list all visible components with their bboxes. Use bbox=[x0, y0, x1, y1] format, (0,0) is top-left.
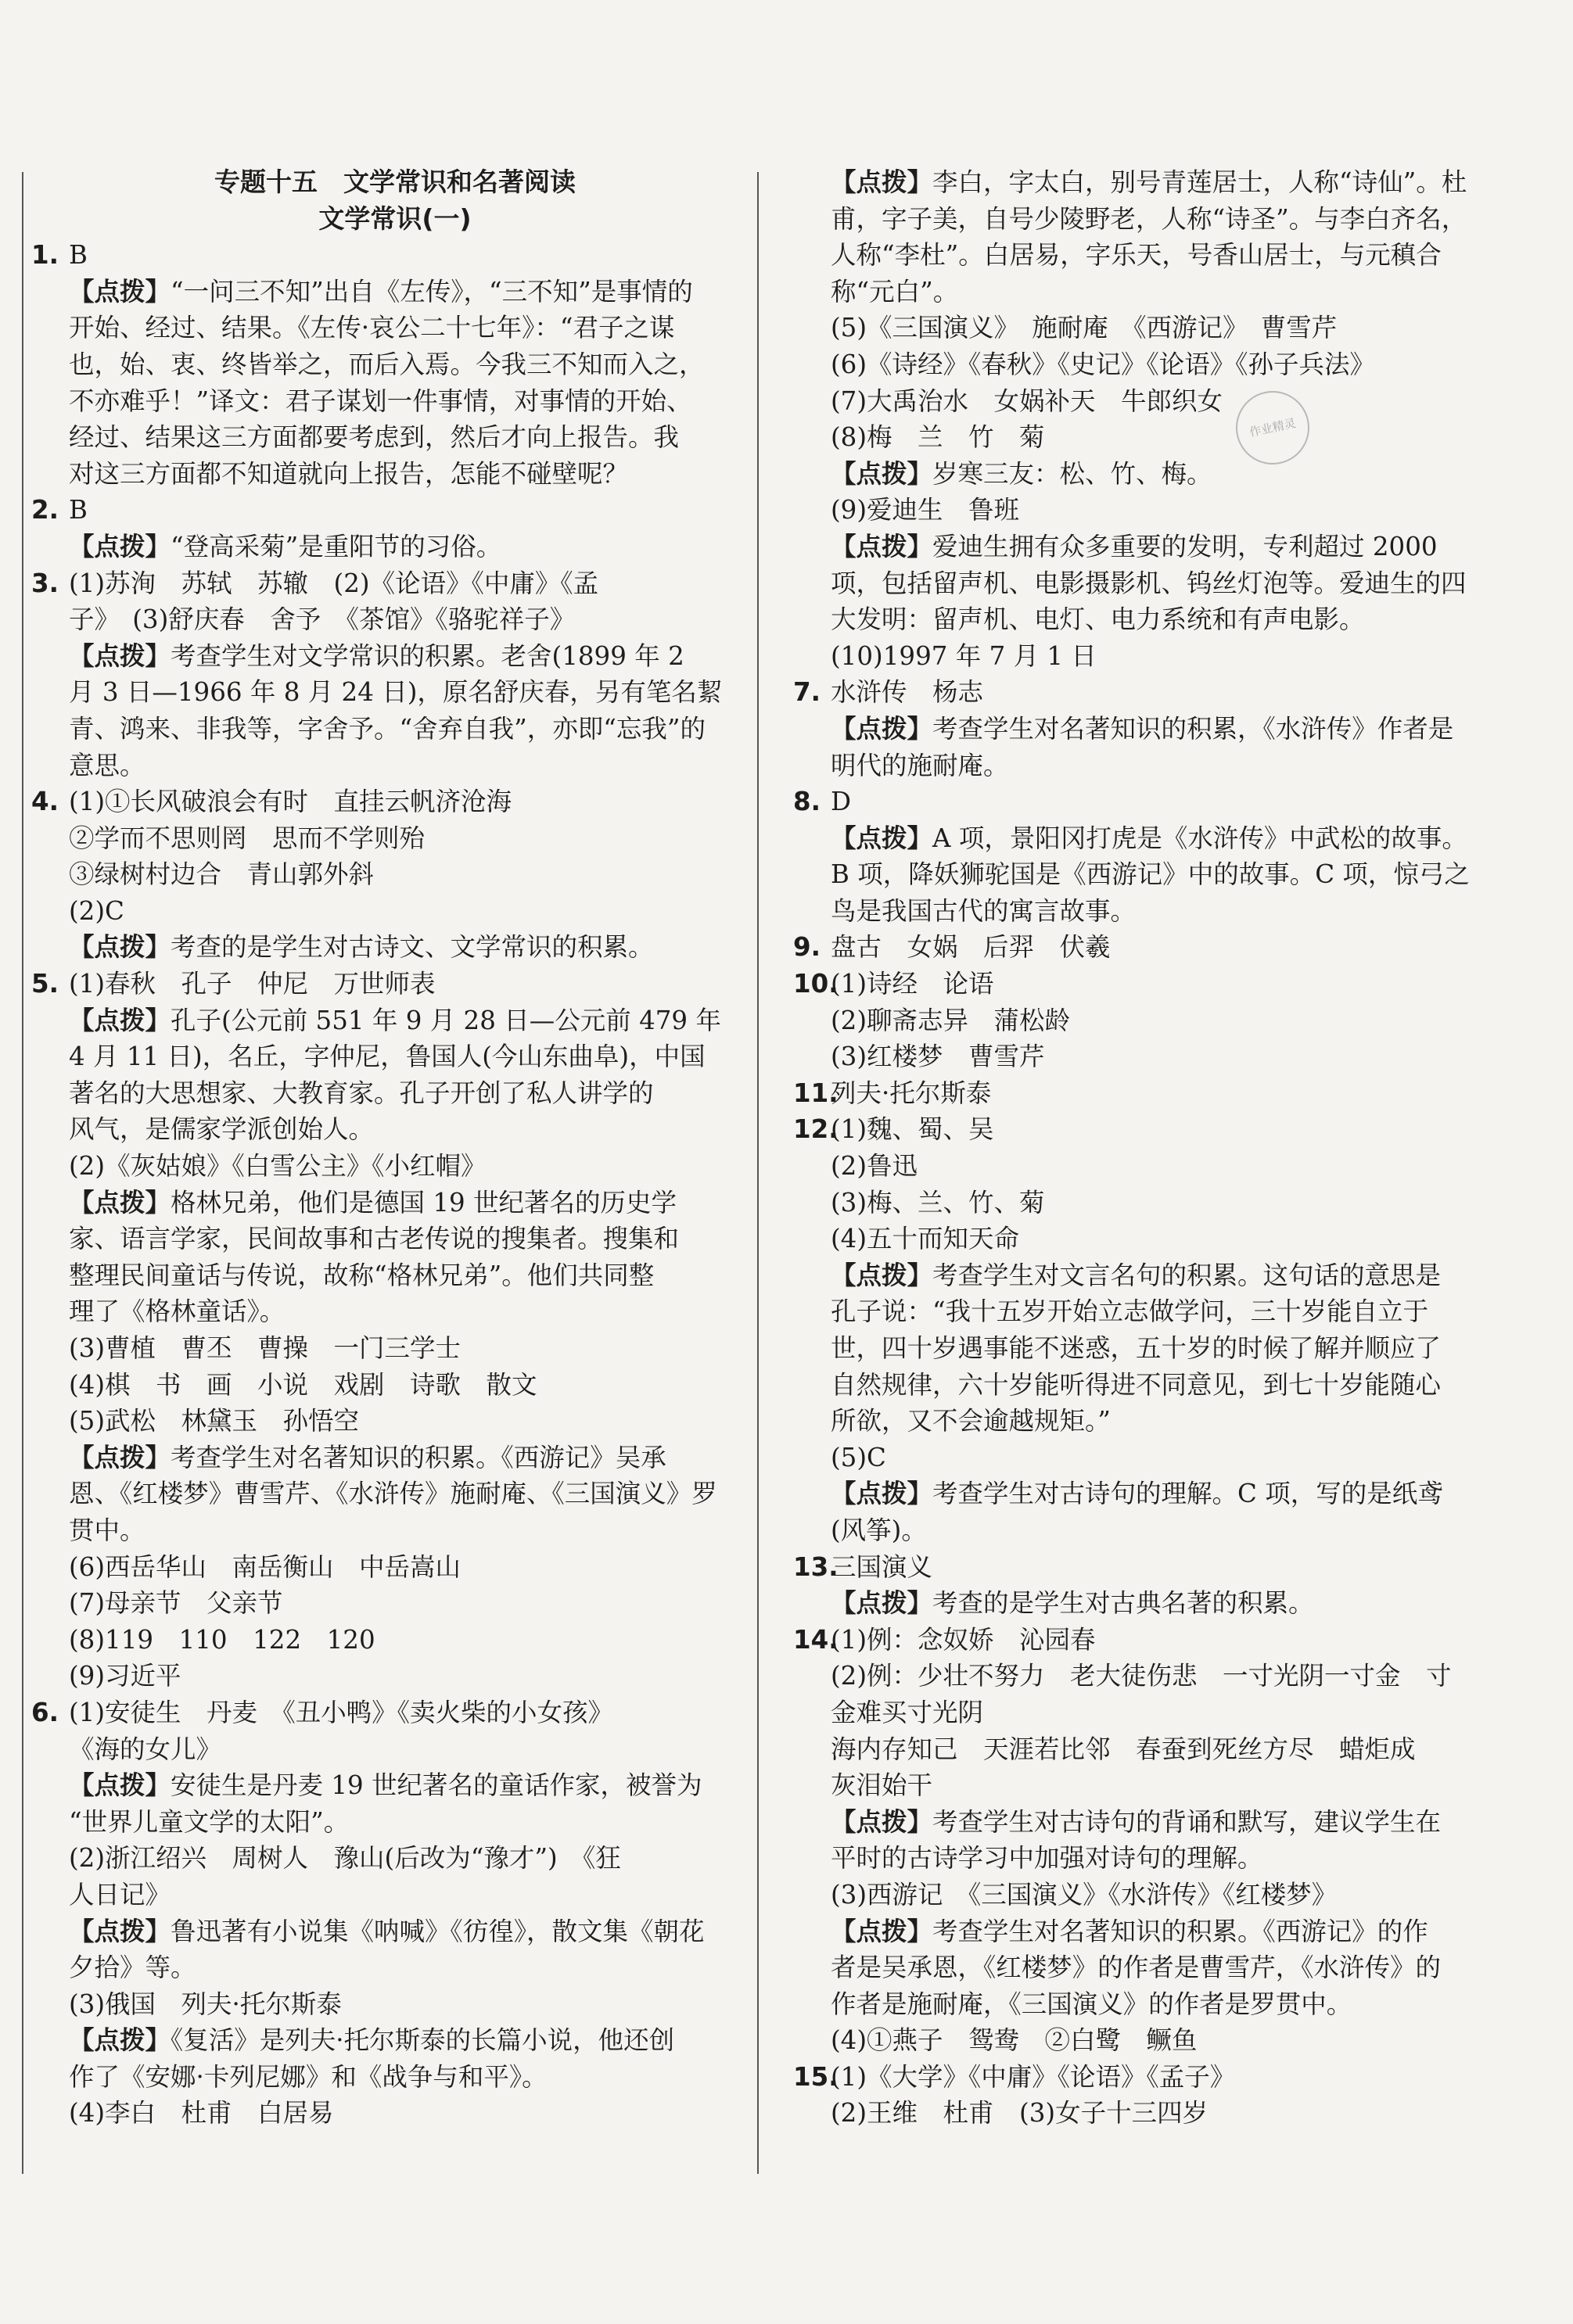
hint-tag: 【点拨】 bbox=[69, 640, 171, 671]
line-text: 不亦难乎！”译文：君子谋划一件事情，对事情的开始、 bbox=[69, 386, 692, 416]
text-line bbox=[793, 1367, 1521, 1404]
text-line bbox=[31, 310, 759, 346]
text-line bbox=[793, 1949, 1521, 1986]
text-line bbox=[793, 1440, 1521, 1476]
line-text: 格林兄弟，他们是德国 19 世纪著名的历史学 bbox=[171, 1187, 677, 1218]
hint-line bbox=[793, 820, 1521, 857]
line-text: 爱迪生拥有众多重要的发明，专利超过 2000 bbox=[932, 531, 1438, 561]
line-text: (风筝)。 bbox=[831, 1515, 927, 1545]
line-text: (5)C bbox=[831, 1442, 886, 1472]
line-text: 金难买寸光阴 bbox=[831, 1697, 984, 1727]
line-text: 所欲，又不会逾越规矩。” bbox=[831, 1406, 1111, 1436]
line-text: 经过、结果这三方面都要考虑到，然后才向上报告。我 bbox=[69, 422, 680, 453]
line-text: 理了《格林童话》。 bbox=[69, 1296, 286, 1327]
line-text: (2)C bbox=[69, 895, 124, 926]
question-number: 9. bbox=[793, 932, 821, 963]
line-text: (1)诗经 论语 bbox=[831, 969, 994, 999]
line-text: 月 3 日—1966 年 8 月 24 日)，原名舒庆春，另有笔名絜 bbox=[69, 677, 723, 708]
question-line bbox=[793, 966, 1521, 1002]
text-line bbox=[793, 1731, 1521, 1768]
text-line bbox=[793, 2022, 1521, 2059]
line-text: (4)①燕子 鸳鸯 ②白鹭 鳜鱼 bbox=[831, 2025, 1198, 2056]
question-number: 4. bbox=[31, 787, 59, 817]
text-line bbox=[31, 1403, 759, 1440]
text-line bbox=[793, 1221, 1521, 1257]
text-line bbox=[31, 1549, 759, 1586]
line-text: B bbox=[69, 240, 88, 271]
hint-tag: 【点拨】 bbox=[831, 1479, 933, 1509]
line-text: 也，始、衷、终皆举之，而后入焉。今我三不知而入之， bbox=[69, 349, 705, 379]
text-line bbox=[31, 601, 759, 638]
hint-tag: 【点拨】 bbox=[69, 1005, 171, 1035]
line-text: 李白，字太白，别号青莲居士，人称“诗仙”。杜 bbox=[932, 167, 1467, 197]
line-text: 盘古 女娲 后羿 伏羲 bbox=[831, 932, 1111, 963]
hint-tag: 【点拨】 bbox=[69, 932, 171, 963]
line-text: 考查学生对文学常识的积累。老舍(1899 年 2 bbox=[171, 640, 684, 671]
line-text: (8)119 110 122 120 bbox=[69, 1624, 375, 1655]
text-line bbox=[31, 1257, 759, 1294]
text-line bbox=[31, 1949, 759, 1986]
line-text: 恩、《红楼梦》曹雪芹、《水浒传》施耐庵、《三国演义》罗 bbox=[69, 1479, 717, 1509]
text-line bbox=[793, 856, 1521, 893]
line-text: 者是吴承恩，《红楼梦》的作者是曹雪芹，《水浒传》的 bbox=[831, 1953, 1442, 1983]
text-line bbox=[31, 1367, 759, 1404]
text-line bbox=[31, 1111, 759, 1148]
hint-line bbox=[793, 529, 1521, 565]
line-text: 风气，是儒家学派创始人。 bbox=[69, 1114, 375, 1145]
line-text: 考查学生对名著知识的积累。《西游记》吴承 bbox=[171, 1442, 666, 1472]
hint-tag: 【点拨】 bbox=[69, 1916, 171, 1946]
line-text: 大发明：留声机、电灯、电力系统和有声电影。 bbox=[831, 604, 1365, 635]
line-text: (7)母亲节 父亲节 bbox=[69, 1588, 283, 1619]
question-number: 7. bbox=[793, 677, 821, 708]
line-text: (1)春秋 孔子 仲尼 万世师表 bbox=[69, 969, 436, 999]
text-line bbox=[31, 1476, 759, 1512]
left-border-line bbox=[22, 172, 23, 2174]
line-text: 自然规律，六十岁能听得进不同意见，到七十岁能随心 bbox=[831, 1369, 1442, 1400]
line-text: 考查学生对名著知识的积累，《水浒传》作者是 bbox=[932, 713, 1454, 744]
hint-line bbox=[31, 1002, 759, 1039]
line-text: 考查的是学生对古典名著的积累。 bbox=[932, 1588, 1314, 1619]
line-text: 海内存知己 天涯若比邻 春蚕到死丝方尽 蜡炬成 bbox=[831, 1734, 1416, 1764]
line-text: 水浒传 杨志 bbox=[831, 677, 984, 708]
line-text: (9)爱迪生 鲁班 bbox=[831, 495, 1020, 525]
hint-line bbox=[31, 274, 759, 310]
question-line bbox=[31, 237, 759, 274]
line-text: (4)李白 杜甫 白居易 bbox=[69, 2098, 334, 2129]
text-line bbox=[31, 383, 759, 420]
text-line bbox=[31, 1731, 759, 1768]
line-text: 称“元白”。 bbox=[831, 276, 959, 307]
question-number: 10. bbox=[793, 969, 839, 999]
line-text: (8)梅 兰 竹 菊 bbox=[831, 422, 1045, 453]
line-text: (3)梅、兰、竹、菊 bbox=[831, 1187, 1045, 1218]
hint-tag: 【点拨】 bbox=[831, 1588, 933, 1619]
question-line bbox=[793, 929, 1521, 966]
text-line bbox=[31, 1148, 759, 1185]
line-text: 家、语言学家，民间故事和古老传说的搜集者。搜集和 bbox=[69, 1224, 680, 1254]
text-line bbox=[793, 383, 1521, 420]
text-line bbox=[793, 1767, 1521, 1804]
text-line bbox=[31, 1658, 759, 1695]
text-line bbox=[31, 419, 759, 456]
question-line bbox=[31, 784, 759, 820]
question-number: 8. bbox=[793, 787, 821, 817]
question-number: 5. bbox=[31, 969, 59, 999]
line-text: 世，四十岁遇事能不迷惑，五十岁的时候了解并顺应了 bbox=[831, 1333, 1442, 1363]
question-line bbox=[31, 966, 759, 1002]
question-line bbox=[793, 784, 1521, 820]
line-text: (2)浙江绍兴 周树人 豫山(后改为“豫才”) 《狂 bbox=[69, 1843, 621, 1874]
line-text: 考查学生对古诗句的背诵和默写，建议学生在 bbox=[932, 1806, 1442, 1837]
right-column bbox=[793, 164, 1521, 2132]
section-title: 文学常识(一) bbox=[318, 203, 472, 234]
line-text: 开始、经过、结果。《左传·哀公二十七年》：“君子之谋 bbox=[69, 313, 675, 343]
left-column bbox=[31, 164, 759, 2132]
line-text: (1)《大学》《中庸》《论语》《孟子》 bbox=[831, 2061, 1236, 2092]
line-text: (2)例：少壮不努力 老大徒伤悲 一寸光阴一寸金 寸 bbox=[831, 1661, 1452, 1691]
line-text: “登高采菊”是重阳节的习俗。 bbox=[171, 531, 502, 561]
line-text: (3)红楼梦 曹雪芹 bbox=[831, 1042, 1045, 1072]
line-text: 考查学生对文言名句的积累。这句话的意思是 bbox=[932, 1260, 1442, 1290]
line-text: (4)五十而知天命 bbox=[831, 1224, 1020, 1254]
text-line bbox=[793, 1840, 1521, 1877]
hint-tag: 【点拨】 bbox=[69, 2025, 171, 2056]
line-text: B 项，降妖狮驼国是《西游记》中的故事。C 项，惊弓之 bbox=[831, 859, 1470, 890]
line-text: 岁寒三友：松、竹、梅。 bbox=[932, 458, 1212, 489]
text-line bbox=[31, 1293, 759, 1330]
hint-line bbox=[31, 2022, 759, 2059]
line-text: 贯中。 bbox=[69, 1515, 145, 1545]
line-text: 列夫·托尔斯泰 bbox=[831, 1078, 992, 1108]
line-text: (6)《诗经》《春秋》《史记》《论语》《孙子兵法》 bbox=[831, 349, 1376, 379]
line-text: 灰泪始干 bbox=[831, 1770, 933, 1801]
text-line bbox=[793, 1403, 1521, 1440]
hint-line bbox=[793, 456, 1521, 493]
text-line bbox=[793, 346, 1521, 383]
hint-tag: 【点拨】 bbox=[831, 713, 933, 744]
question-line bbox=[793, 1622, 1521, 1659]
question-number: 15. bbox=[793, 2061, 839, 2092]
hint-line bbox=[793, 164, 1521, 201]
line-text: 三国演义 bbox=[831, 1551, 933, 1582]
line-text: (1)魏、蜀、吴 bbox=[831, 1114, 994, 1145]
hint-tag: 【点拨】 bbox=[831, 167, 933, 197]
text-line bbox=[793, 1695, 1521, 1731]
hint-line bbox=[793, 1585, 1521, 1622]
text-line bbox=[31, 674, 759, 711]
line-text: (1)例：念奴娇 沁园春 bbox=[831, 1624, 1096, 1655]
watermark-text: 作业精灵 bbox=[1248, 415, 1298, 440]
line-text: 作者是施耐庵，《三国演义》的作者是罗贯中。 bbox=[831, 1989, 1352, 2019]
line-text: 考查学生对名著知识的积累。《西游记》的作 bbox=[932, 1916, 1428, 1946]
text-line bbox=[31, 1804, 759, 1841]
hint-line bbox=[793, 1913, 1521, 1950]
line-text: 考查学生对古诗句的理解。C 项，写的是纸鸢 bbox=[932, 1479, 1443, 1509]
line-text: ③绿树村边合 青山郭外斜 bbox=[69, 859, 375, 890]
hint-line bbox=[31, 1440, 759, 1476]
line-text: (5)武松 林黛玉 孙悟空 bbox=[69, 1406, 360, 1436]
text-line bbox=[793, 1658, 1521, 1695]
line-text: 平时的古诗学习中加强对诗句的理解。 bbox=[831, 1843, 1263, 1874]
question-line bbox=[793, 1549, 1521, 1586]
text-line bbox=[31, 748, 759, 784]
line-text: (1)安徒生 丹麦 《丑小鸭》《卖火柴的小女孩》 bbox=[69, 1697, 614, 1727]
question-number: 12. bbox=[793, 1114, 839, 1145]
line-text: (6)西岳华山 南岳衡山 中岳嵩山 bbox=[69, 1551, 461, 1582]
question-number: 13. bbox=[793, 1551, 839, 1582]
text-line bbox=[793, 201, 1521, 238]
line-text: 作了《安娜·卡列尼娜》和《战争与和平》。 bbox=[69, 2061, 548, 2092]
text-line bbox=[793, 310, 1521, 346]
text-line bbox=[31, 2095, 759, 2132]
text-line bbox=[31, 893, 759, 930]
hint-tag: 【点拨】 bbox=[831, 458, 933, 489]
text-line bbox=[31, 2059, 759, 2096]
text-line bbox=[31, 711, 759, 748]
hint-tag: 【点拨】 bbox=[69, 531, 171, 561]
line-text: 4 月 11 日)，名丘，字仲尼，鲁国人(今山东曲阜)，中国 bbox=[69, 1042, 706, 1072]
hint-tag: 【点拨】 bbox=[831, 1916, 933, 1946]
text-line bbox=[793, 601, 1521, 638]
line-text: 青、鸿来、非我等，字舍予。“舍弃自我”，亦即“忘我”的 bbox=[69, 713, 706, 744]
text-line bbox=[31, 1622, 759, 1659]
line-text: 夕拾》等。 bbox=[69, 1953, 196, 1983]
text-line bbox=[793, 274, 1521, 310]
hint-tag: 【点拨】 bbox=[831, 531, 933, 561]
hint-line bbox=[793, 1476, 1521, 1512]
hint-line bbox=[31, 1913, 759, 1950]
line-text: 考查的是学生对古诗文、文学常识的积累。 bbox=[171, 932, 654, 963]
hint-tag: 【点拨】 bbox=[831, 823, 933, 853]
line-text: (2)聊斋志异 蒲松龄 bbox=[831, 1005, 1071, 1035]
text-line bbox=[793, 492, 1521, 529]
text-line bbox=[31, 1330, 759, 1367]
question-line bbox=[793, 674, 1521, 711]
text-line bbox=[31, 1512, 759, 1549]
hint-tag: 【点拨】 bbox=[69, 1442, 171, 1472]
line-text: 著名的大思想家、大教育家。孔子开创了私人讲学的 bbox=[69, 1078, 654, 1108]
question-line bbox=[31, 565, 759, 602]
text-line bbox=[31, 1075, 759, 1112]
question-line bbox=[793, 2059, 1521, 2096]
text-line bbox=[31, 820, 759, 857]
line-text: (5)《三国演义》 施耐庵 《西游记》 曹雪芹 bbox=[831, 313, 1338, 343]
hint-line bbox=[31, 529, 759, 565]
text-line bbox=[31, 1221, 759, 1257]
line-text: (2)《灰姑娘》《白雪公主》《小红帽》 bbox=[69, 1151, 487, 1182]
hint-tag: 【点拨】 bbox=[831, 1260, 933, 1290]
question-number: 11. bbox=[793, 1078, 839, 1108]
hint-line bbox=[31, 638, 759, 675]
text-line bbox=[793, 1986, 1521, 2023]
hint-line bbox=[31, 1767, 759, 1804]
line-text: 明代的施耐庵。 bbox=[831, 750, 1009, 780]
text-line bbox=[793, 638, 1521, 675]
line-text: (7)大禹治水 女娲补天 牛郎织女 bbox=[831, 386, 1223, 416]
text-line bbox=[31, 1585, 759, 1622]
line-text: (1)苏洵 苏轼 苏辙 (2)《论语》《中庸》《孟 bbox=[69, 568, 599, 598]
line-text: 对这三方面都不知道就向上报告，怎能不碰壁呢？ bbox=[69, 458, 629, 489]
text-line bbox=[793, 1330, 1521, 1367]
text-line bbox=[31, 1986, 759, 2023]
text-line bbox=[31, 456, 759, 493]
hint-tag: 【点拨】 bbox=[69, 1187, 171, 1218]
line-text: (3)曹植 曹丕 曹操 一门三学士 bbox=[69, 1333, 461, 1363]
text-line bbox=[793, 1148, 1521, 1185]
text-line bbox=[793, 1293, 1521, 1330]
line-text: (4)棋 书 画 小说 戏剧 诗歌 散文 bbox=[69, 1369, 537, 1400]
question-number: 2. bbox=[31, 495, 59, 525]
line-text: “世界儿童文学的太阳”。 bbox=[69, 1806, 350, 1837]
line-text: 项，包括留声机、电影摄影机、钨丝灯泡等。爱迪生的四 bbox=[831, 568, 1467, 598]
question-line bbox=[31, 1695, 759, 1731]
line-text: 人称“李杜”。白居易，字乐天，号香山居士，与元稹合 bbox=[831, 240, 1442, 271]
hint-tag: 【点拨】 bbox=[69, 1770, 171, 1801]
line-text: A 项，景阳冈打虎是《水浒传》中武松的故事。 bbox=[932, 823, 1467, 853]
text-line bbox=[793, 419, 1521, 456]
question-line bbox=[793, 1111, 1521, 1148]
line-text: (10)1997 年 7 月 1 日 bbox=[831, 640, 1097, 671]
text-line bbox=[31, 1840, 759, 1877]
question-number: 14. bbox=[793, 1624, 839, 1655]
question-line bbox=[793, 1075, 1521, 1112]
line-text: 孔子(公元前 551 年 9 月 28 日—公元前 479 年 bbox=[171, 1005, 721, 1035]
line-text: 意思。 bbox=[69, 750, 145, 780]
line-text: 《海的女儿》 bbox=[69, 1734, 222, 1764]
question-number: 1. bbox=[31, 240, 59, 271]
text-line bbox=[793, 565, 1521, 602]
section-title: 专题十五 文学常识和名著阅读 bbox=[214, 167, 576, 197]
line-text: “一问三不知”出自《左传》，“三不知”是事情的 bbox=[171, 276, 693, 307]
text-line bbox=[793, 1038, 1521, 1075]
text-line bbox=[793, 1512, 1521, 1549]
text-line bbox=[793, 2095, 1521, 2132]
line-text: 安徒生是丹麦 19 世纪著名的童话作家，被誉为 bbox=[171, 1770, 702, 1801]
line-text: (3)俄国 列夫·托尔斯泰 bbox=[69, 1989, 342, 2019]
text-line bbox=[793, 893, 1521, 930]
text-line bbox=[793, 1877, 1521, 1913]
line-text: (1)①长风破浪会有时 直挂云帆济沧海 bbox=[69, 787, 512, 817]
hint-line bbox=[793, 711, 1521, 748]
question-line bbox=[31, 492, 759, 529]
question-number: 6. bbox=[31, 1697, 59, 1727]
hint-line bbox=[793, 1804, 1521, 1841]
line-text: B bbox=[69, 495, 88, 525]
question-number: 3. bbox=[31, 568, 59, 598]
line-text: 子》 (3)舒庆春 舍予 《茶馆》《骆驼祥子》 bbox=[69, 604, 576, 635]
text-line bbox=[793, 237, 1521, 274]
text-line bbox=[793, 748, 1521, 784]
hint-tag: 【点拨】 bbox=[69, 276, 171, 307]
line-text: (3)西游记 《三国演义》《水浒传》《红楼梦》 bbox=[831, 1879, 1338, 1910]
line-text: D bbox=[831, 787, 852, 817]
hint-line bbox=[31, 929, 759, 966]
text-line bbox=[31, 346, 759, 383]
line-text: (2)鲁迅 bbox=[831, 1151, 918, 1182]
text-line bbox=[31, 1877, 759, 1913]
text-line bbox=[793, 1185, 1521, 1221]
text-line bbox=[793, 1002, 1521, 1039]
line-text: (9)习近平 bbox=[69, 1661, 181, 1691]
line-text: 鲁迅著有小说集《呐喊》《彷徨》，散文集《朝花 bbox=[171, 1916, 705, 1946]
line-text: 人日记》 bbox=[69, 1879, 171, 1910]
line-text: 整理民间童话与传说，故称“格林兄弟”。他们共同整 bbox=[69, 1260, 655, 1290]
line-text: 《复活》是列夫·托尔斯泰的长篇小说，他还创 bbox=[171, 2025, 675, 2056]
text-line bbox=[31, 1038, 759, 1075]
line-text: 甫，字子美，自号少陵野老，人称“诗圣”。与李白齐名， bbox=[831, 203, 1467, 234]
line-text: ②学而不思则罔 思而不学则殆 bbox=[69, 823, 426, 853]
hint-line bbox=[31, 1185, 759, 1221]
line-text: (2)王维 杜甫 (3)女子十三四岁 bbox=[831, 2098, 1208, 2129]
text-line bbox=[31, 856, 759, 893]
line-text: 孔子说：“我十五岁开始立志做学问，三十岁能自立于 bbox=[831, 1296, 1429, 1327]
line-text: 鸟是我国古代的寓言故事。 bbox=[831, 895, 1137, 926]
hint-line bbox=[793, 1257, 1521, 1294]
hint-tag: 【点拨】 bbox=[831, 1806, 933, 1837]
